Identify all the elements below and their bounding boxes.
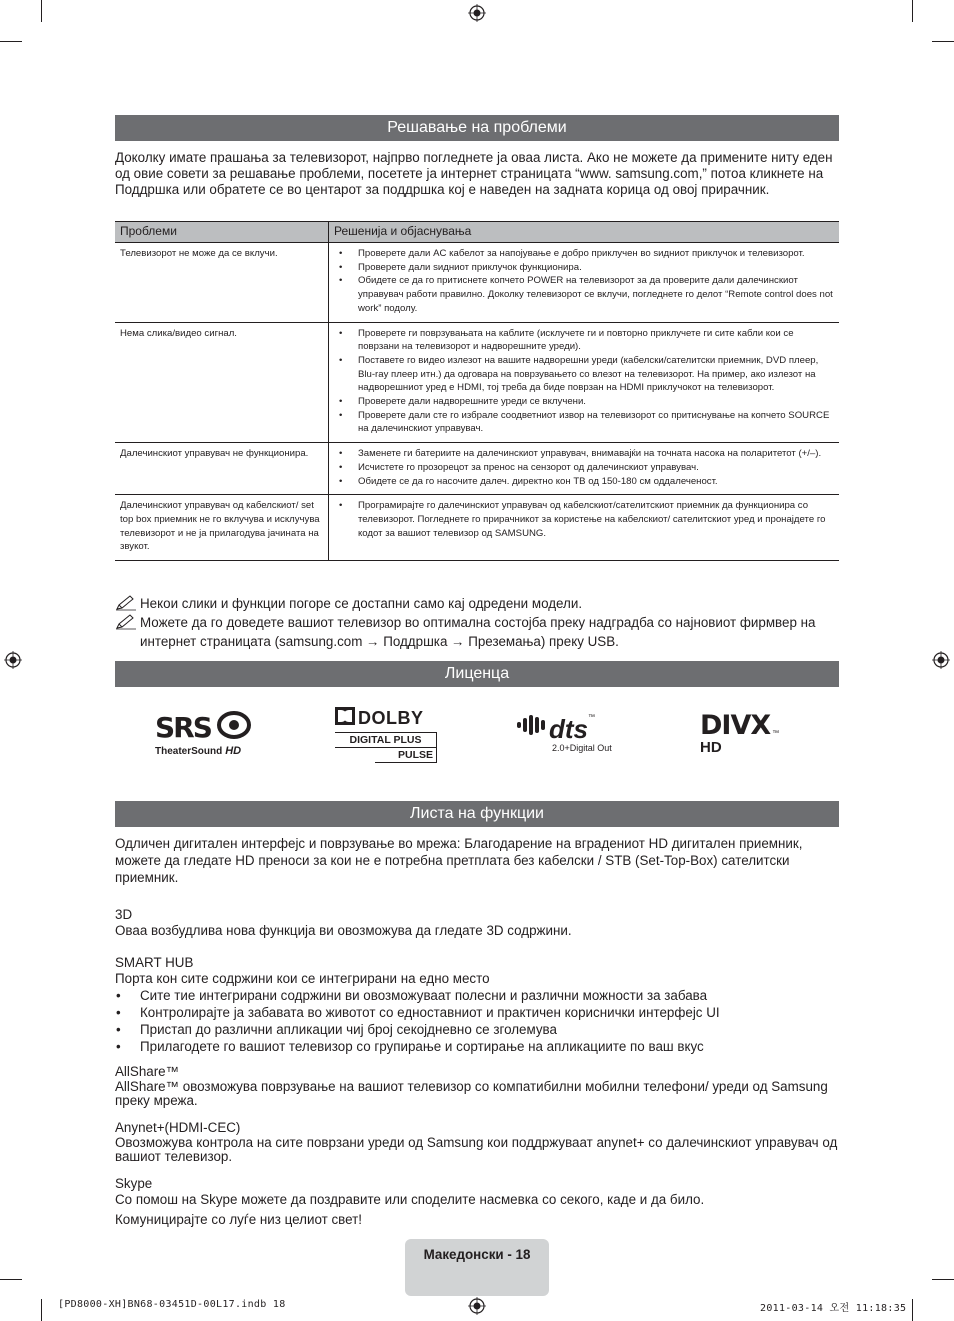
dolby-double-d-icon [335, 707, 355, 730]
list-item: • Пристап до различни апликации чиј број секојдневно се зголемува [115, 1021, 839, 1038]
dolby-digital-plus-pulse-logo [335, 708, 437, 762]
page-number: Македонски - 18 [423, 1247, 531, 1262]
dts-wave-icon [517, 714, 547, 741]
problem-cell: Далечинскиот управувач не функционира. [115, 443, 329, 495]
table-row [115, 322, 839, 443]
solution-item: • Проверете дали ѕидниот приклучок функционира. [334, 261, 834, 275]
srs-hd-badge: HD [225, 745, 242, 757]
solution-item: • Поставете го видео излезот на вашите надворешни уреди (кабелски/сателитски приемник, DVD плеер, Blu-ray плеер итн.) да одговара на поврзувањето со влезот на телевизорот. На пример, ако излезот на надворешниот уред е HDMI, тој треба да биде поврзан на HDMI приклучокот на телевизорот. [334, 354, 834, 395]
table-header-row [115, 222, 839, 243]
list-item: • Сите тие интегрирани содржини ви овозможуваат полесни и различни можности за забава [115, 987, 839, 1004]
print-timestamp: 2011-03-14 오전 11:18:35 [760, 1303, 907, 1314]
license-logos [115, 700, 839, 770]
crop-mark [0, 41, 22, 42]
section-title-text: Решавање на проблеми [387, 119, 567, 136]
feature-title-smart-hub: SMART HUB [115, 955, 194, 970]
crop-mark [41, 1299, 42, 1321]
solution-cell [329, 495, 840, 561]
dolby-wordmark: DOLBY [358, 707, 424, 728]
registration-mark-icon [932, 651, 950, 669]
solution-item: • Проверете дали сте го избрале соодветниот извор на телевизорот со притиснување на копчето SOURCE на далечинскиот управувач. [334, 409, 834, 436]
divx-hd-text: HD [700, 739, 722, 756]
feature-text: Порта кон сите содржини кои се интегрирани на едно место [115, 971, 490, 986]
section-title-text: Листа на функции [410, 805, 544, 822]
smart-hub-bullets [115, 987, 839, 1055]
solution-item: • Проверете дали AC кабелот за напојување е добро приклучен во ѕидниот приклучок и телевизорот. [334, 247, 834, 261]
dts-trademark: ™ [588, 714, 595, 721]
solution-item: • Заменете ги батериите на далечинскиот управувач, внимавајќи на точната насока на поларитетот (+/–). [334, 447, 834, 461]
dts-digital-out-logo [517, 714, 627, 754]
dts-wordmark: dts [549, 714, 588, 744]
divx-hd-logo [700, 712, 800, 756]
column-header-solutions: Решенија и објаснувања [329, 222, 840, 243]
column-header-problems: Проблеми [115, 222, 329, 243]
solution-cell [329, 443, 840, 495]
solution-item: • Исчистете го прозорецот за пренос на сензорот од далечинскиот управувач. [334, 461, 834, 475]
feature-text: Комуницирајте со луѓе низ целиот свет! [115, 1212, 362, 1227]
feature-title-anynet: Anynet+(HDMI-CEC) [115, 1120, 241, 1135]
srs-theatersound-hd-logo [155, 710, 260, 758]
problem-cell: Нема слика/видео сигнал. [115, 322, 329, 443]
crop-mark [41, 0, 42, 22]
section-title-features [115, 801, 839, 827]
note-item [115, 613, 839, 651]
crop-mark [912, 0, 913, 22]
registration-mark-icon [468, 4, 486, 22]
crop-mark [932, 1279, 954, 1280]
notes [115, 594, 839, 651]
table-row [115, 443, 839, 495]
list-item: • Прилагодете го вашиот телевизор со групирање и сортирање на апликациите по ваш вкус [115, 1038, 839, 1055]
solution-item: • Проверете дали надворешните уреди се вклучени. [334, 395, 834, 409]
srs-wordmark: SRS [155, 710, 211, 744]
solution-item: • Проверете ги поврзувањата на каблите (исклучете ги и повторно приклучете ги сите кабли кои се поврзани на телевизорот и надворешните уреди). [334, 327, 834, 354]
feature-text: Оваа возбудлива нова функција ви овозможува да гледате 3D содржини. [115, 923, 572, 938]
problem-cell: Телевизорот не може да се вклучи. [115, 243, 329, 323]
troubleshooting-intro: Доколку имате прашања за телевизорот, најпрво погледнете ја оваа листа. Ако не можете да примените ниту еден од овие совети за решавање проблеми, посетете ја интернет страницата “www. samsung.com,” потоа кликнете на Поддршка или обратете се во центарот за поддршка кој е наведен на задната корица од овој прирачник. [115, 150, 833, 197]
note-text: Можете да го доведете вашиот телевизор во оптимална состојба преку надградба со најновиот фирмвер на интернет страницата (samsung.com → Поддршка → Преземања) преку USB. [140, 615, 816, 649]
feature-title-skype: Skype [115, 1176, 153, 1191]
dolby-pulse-text: PULSE [375, 748, 437, 763]
crop-mark [912, 1299, 913, 1321]
troubleshooting-table [115, 221, 839, 561]
section-title-text: Лиценца [444, 665, 510, 682]
solution-cell [329, 243, 840, 323]
problem-cell: Далечинскиот управувач од кабелскиот/ set top box приемник не го вклучува и исклучува телевизорот и не ја прилагодува јачината на звукот. [115, 495, 329, 561]
registration-mark-icon [4, 651, 22, 669]
feature-text: AllShare™ овозможува поврзување на вашиот телевизор со компатибилни мобилни телефони/ уреди од Samsung преку мрежа. [115, 1079, 828, 1108]
dolby-digital-plus-text: DIGITAL PLUS [335, 732, 437, 748]
solution-item: • Обидете се да го насочите далеч. директно кон ТВ од 150-180 см оддалеченост. [334, 475, 834, 489]
crop-mark [932, 41, 954, 42]
registration-mark-icon [468, 1297, 486, 1315]
srs-circle-icon [216, 710, 252, 745]
srs-theatersound-text: TheaterSound [155, 745, 223, 757]
table-row [115, 243, 839, 323]
features-intro: Одличен дигитален интерфејс и поврзување во мрежа: Благодарение на вградениот HD дигитален приемник, можете да гледате HD преноси за кои не е потребна претплата без кабелски / STB (Set-Top-Box) сателитски приемник. [115, 836, 803, 885]
pencil-note-icon [115, 595, 137, 611]
feature-title-3d: 3D [115, 907, 133, 922]
solution-cell [329, 322, 840, 443]
feature-text: Со помош на Skype можете да поздравите или споделите насмевка со секого, каде и да било. [115, 1192, 705, 1207]
dts-digital-out-text: 2.0+Digital Out [552, 743, 612, 753]
solution-item: • Обидете се да го притиснете копчето POWER на телевизорот за да проверите дали далечинскиот управувач работи правилно. Доколку телевизорот се вклучи, погледнете го делот “Remote control does not work” подолу. [334, 274, 834, 315]
print-file-info: [PD8000-XH]BN68-03451D-00L17.indb 18 [58, 1299, 286, 1310]
section-title-troubleshooting [115, 115, 839, 141]
divx-trademark: ™ [772, 730, 780, 737]
feature-title-allshare: AllShare™ [115, 1064, 180, 1079]
features-list [115, 835, 839, 1228]
table-row [115, 495, 839, 561]
solution-item: • Програмирајте го далечинскиот управувач од кабелскиот/сателитскиот приемник да функционира со телевизорот. Погледнете го прирачникот за користење на кабелскиот/ сателитскиот уред и пронајдете го кодот за вашиот телевизор од SAMSUNG. [334, 499, 834, 540]
divx-wordmark: DIVX [700, 710, 771, 741]
feature-text: Овозможува контрола на сите поврзани уреди од Samsung кои поддржуваат anynet+ со далечинскиот управувач од вашиот телевизор. [115, 1135, 838, 1164]
section-title-license [115, 661, 839, 687]
pencil-note-icon [115, 614, 137, 630]
note-text: Некои слики и функции погоре се достапни само кај одредени модели. [140, 596, 583, 611]
list-item: • Контролирајте ја забавата во животот со едноставниот и практичен кориснички интерфејс UI [115, 1004, 839, 1021]
crop-mark [0, 1279, 22, 1280]
note-item [115, 594, 839, 613]
